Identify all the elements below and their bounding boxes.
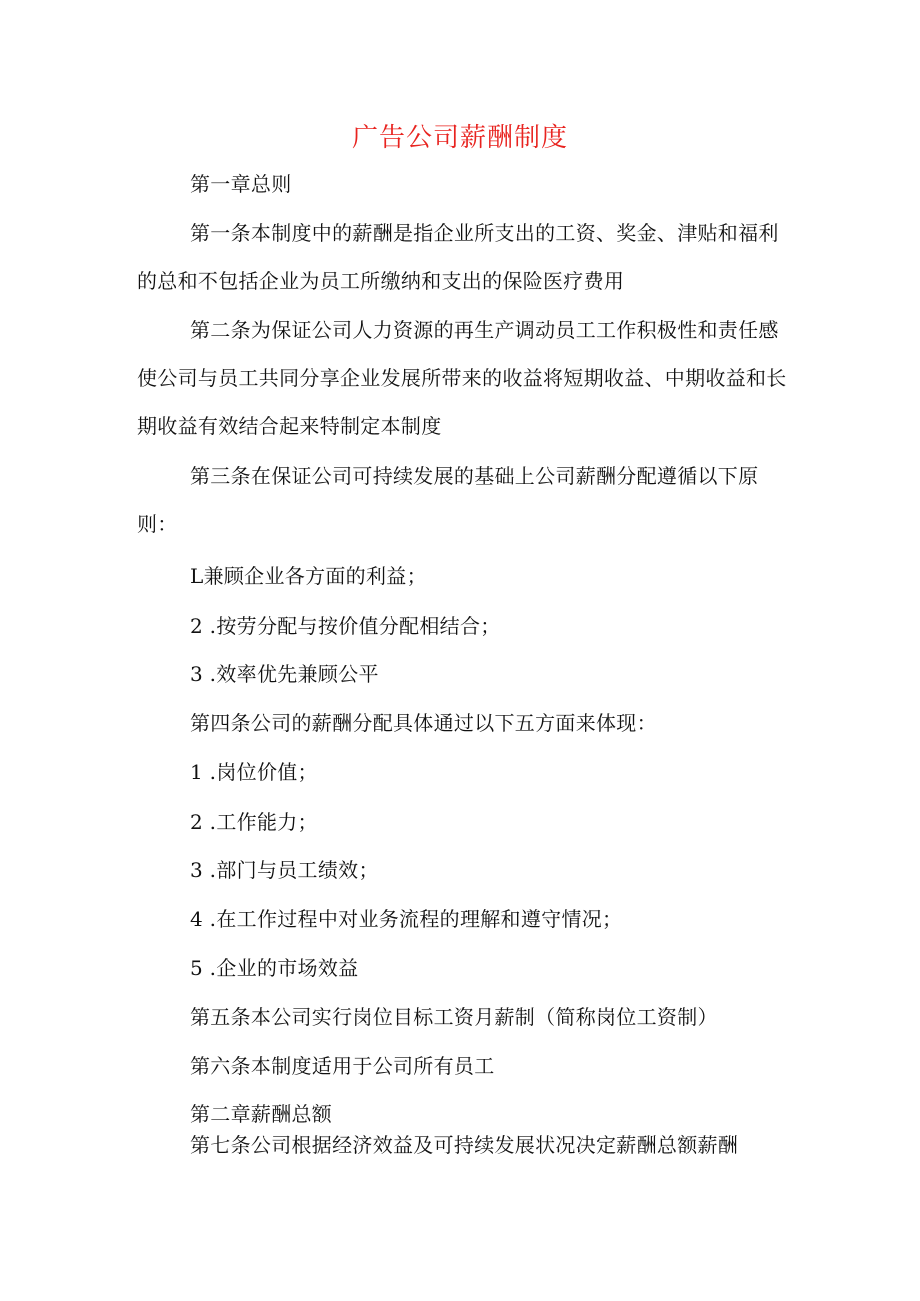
chapter-heading: 第二章薪酬总额 [190, 1102, 333, 1126]
paragraph-line: 第七条公司根据经济效益及可持续发展状况决定薪酬总额薪酬 [190, 1133, 739, 1157]
list-item: L兼顾企业各方面的利益； [190, 564, 427, 588]
list-item: 4 .在工作过程中对业务流程的理解和遵守情况； [190, 907, 623, 931]
list-item: 5 .企业的市场效益 [190, 956, 359, 980]
list-item: 1 .岗位价值； [190, 760, 318, 784]
paragraph-line: 第五条本公司实行岗位目标工资月薪制（简称岗位工资制） [190, 1005, 718, 1029]
paragraph-line: 第三条在保证公司可持续发展的基础上公司薪酬分配遵循以下原 [190, 464, 759, 488]
paragraph-line: 期收益有效结合起来特制定本制度 [137, 414, 442, 438]
paragraph-line: 第一条本制度中的薪酬是指企业所支出的工资、奖金、津贴和福利 [190, 221, 779, 245]
document-title: 广告公司薪酬制度 [351, 123, 568, 153]
paragraph-line: 则： [137, 512, 178, 536]
paragraph-line: 第四条公司的薪酬分配具体通过以下五方面来体现： [190, 711, 657, 735]
paragraph-line: 第二条为保证公司人力资源的再生产调动员工工作积极性和责任感 [190, 318, 779, 342]
list-item: 2 .工作能力； [190, 810, 318, 834]
paragraph-line: 使公司与员工共同分享企业发展所带来的收益将短期收益、中期收益和长 [137, 366, 787, 390]
paragraph-line: 的总和不包括企业为员工所缴纳和支出的保险医疗费用 [137, 269, 625, 293]
paragraph-line: 第六条本制度适用于公司所有员工 [190, 1054, 495, 1078]
list-item: 3 .效率优先兼顾公平 [190, 662, 379, 686]
list-item: 2 .按劳分配与按价值分配相结合； [190, 614, 501, 638]
list-item: 3 .部门与员工绩效； [190, 858, 379, 882]
chapter-heading: 第一章总则 [190, 172, 292, 196]
